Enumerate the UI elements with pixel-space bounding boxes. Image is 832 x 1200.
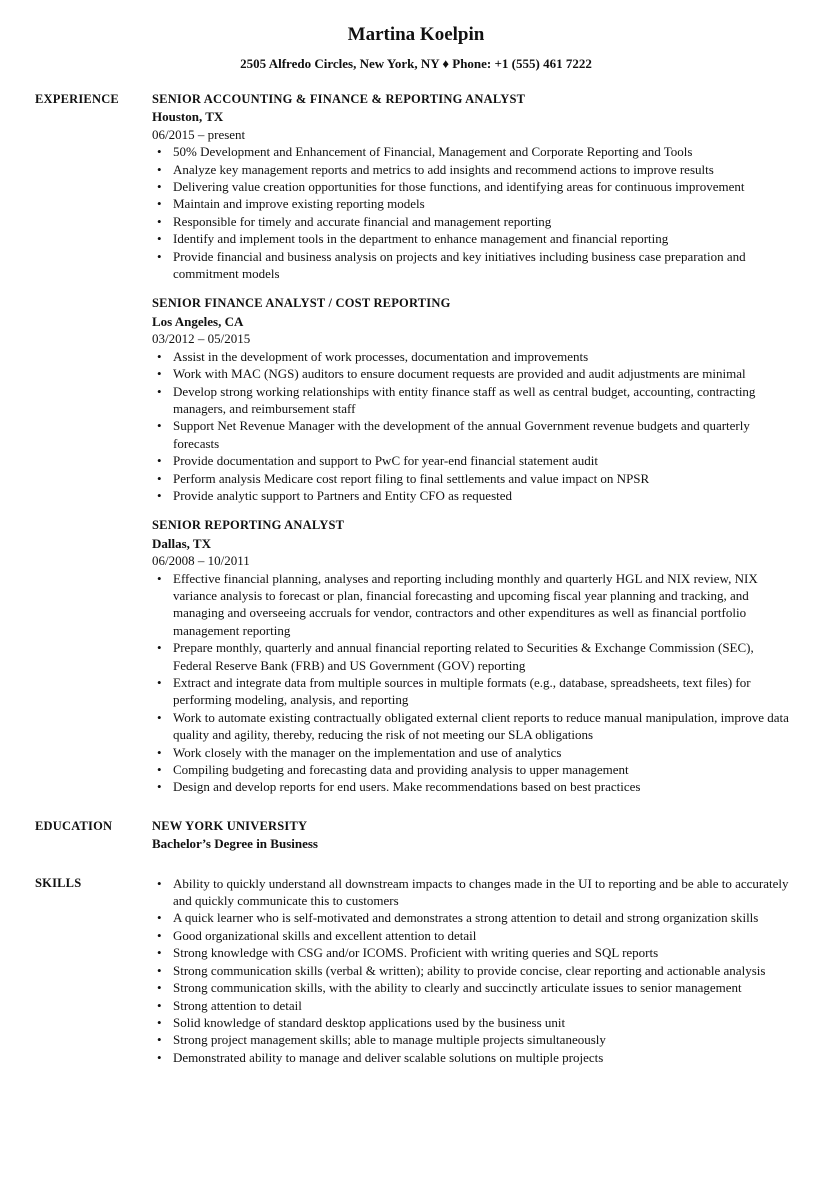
bullet-item: • Develop strong working relationships with entity finance staff as well as central budget, accounting, contracting managers, and reimbursement staff	[152, 383, 792, 418]
degree: Bachelor’s Degree in Business	[152, 836, 318, 852]
resume-header	[0, 0, 832, 72]
job-entry	[152, 517, 792, 796]
job-bullets	[152, 348, 792, 505]
education-label: EDUCATION	[35, 818, 113, 833]
bullet-item: • Identify and implement tools in the department to enhance management and financial reporting	[152, 230, 792, 247]
skill-item: • Strong attention to detail	[152, 997, 792, 1014]
candidate-name: Martina Koelpin	[347, 24, 485, 45]
skill-item: • Demonstrated ability to manage and deliver scalable solutions on multiple projects	[152, 1049, 792, 1066]
experience-section	[35, 91, 792, 796]
skills-bullets	[152, 875, 792, 1066]
skill-item: • Solid knowledge of standard desktop applications used by the business unit	[152, 1014, 792, 1031]
job-dates: 06/2008 – 10/2011	[152, 553, 250, 569]
job-bullets	[152, 143, 792, 282]
bullet-item: • Work with MAC (NGS) auditors to ensure document requests are provided and audit adjustments are minimal	[152, 365, 792, 382]
skill-item: • Strong knowledge with CSG and/or ICOMS. Proficient with writing queries and SQL reports	[152, 944, 792, 961]
bullet-item: • Analyze key management reports and metrics to add insights and recommend actions to improve results	[152, 161, 792, 178]
bullet-item: • Maintain and improve existing reporting models	[152, 195, 792, 212]
job-title: SENIOR REPORTING ANALYST	[152, 518, 345, 533]
skills-label: SKILLS	[35, 875, 82, 890]
job-title: SENIOR FINANCE ANALYST / COST REPORTING	[152, 296, 451, 311]
bullet-item: • Support Net Revenue Manager with the development of the annual Government revenue budgets and quarterly forecasts	[152, 417, 792, 452]
job-entry	[152, 91, 792, 282]
bullet-item: • Extract and integrate data from multiple sources in multiple formats (e.g., database, spreadsheets, text files) for performing modeling, analysis, and reporting	[152, 674, 792, 709]
job-location: Los Angeles, CA	[152, 313, 244, 329]
bullet-item: • Provide financial and business analysis on projects and key initiatives including business case preparation and commitment models	[152, 248, 792, 283]
bullet-item: • Perform analysis Medicare cost report filing to final settlements and value impact on NPSR	[152, 470, 792, 487]
skill-item: • A quick learner who is self-motivated and demonstrates a strong attention to detail and strong organization skills	[152, 909, 792, 926]
education-section	[35, 818, 792, 853]
skill-item: • Good organizational skills and excellent attention to detail	[152, 927, 792, 944]
job-location: Houston, TX	[152, 109, 224, 125]
bullet-item: • Effective financial planning, analyses and reporting including monthly and quarterly HGL and NIX review, NIX variance analysis to forecast or plan, financial forecasting and upcoming fiscal year planning and tracking, and managing and overseeing accruals for vendor, contractors and other expenditures as well as financial portfolio management reporting	[152, 570, 792, 640]
job-dates: 03/2012 – 05/2015	[152, 331, 251, 347]
bullet-item: • Delivering value creation opportunities for those functions, and identifying areas for continuous improvement	[152, 178, 792, 195]
job-title: SENIOR ACCOUNTING & FINANCE & REPORTING ANALYST	[152, 92, 526, 106]
job-entry	[152, 295, 792, 504]
skills-section	[35, 875, 792, 1066]
bullet-item: • 50% Development and Enhancement of Financial, Management and Corporate Reporting and Tools	[152, 143, 792, 160]
bullet-item: • Compiling budgeting and forecasting data and providing analysis to upper management	[152, 761, 792, 778]
bullet-item: • Design and develop reports for end users. Make recommendations based on best practices	[152, 778, 792, 795]
bullet-item: • Provide documentation and support to PwC for year-end financial statement audit	[152, 452, 792, 469]
bullet-item: • Assist in the development of work processes, documentation and improvements	[152, 348, 792, 365]
school-name: NEW YORK UNIVERSITY	[152, 818, 308, 833]
bullet-item: • Prepare monthly, quarterly and annual financial reporting related to Securities & Exchange Commission (SEC), Federal Reserve Bank (FRB) and US Government (GOV) reporting	[152, 639, 792, 674]
bullet-item: • Work to automate existing contractually obligated external client reports to reduce manual manipulation, improve data quality and agility, thereby, reducing the risk of not meeting our SLA obligations	[152, 709, 792, 744]
bullet-item: • Provide analytic support to Partners and Entity CFO as requested	[152, 487, 792, 504]
skill-item: • Strong project management skills; able to manage multiple projects simultaneously	[152, 1031, 792, 1048]
contact-line: 2505 Alfredo Circles, New York, NY ♦ Phone: +1 (555) 461 7222	[240, 56, 592, 71]
skill-item: • Strong communication skills (verbal & written); ability to provide concise, clear reporting and actionable analysis	[152, 962, 792, 979]
skill-item: • Ability to quickly understand all downstream impacts to changes made in the UI to reporting and be able to accurately and quickly communicate this to customers	[152, 875, 792, 910]
bullet-item: • Responsible for timely and accurate financial and management reporting	[152, 213, 792, 230]
skill-item: • Strong communication skills, with the ability to clearly and succinctly articulate issues to senior management	[152, 979, 792, 996]
job-dates: 06/2015 – present	[152, 126, 246, 142]
experience-label: EXPERIENCE	[35, 92, 119, 106]
bullet-item: • Work closely with the manager on the implementation and use of analytics	[152, 744, 792, 761]
job-location: Dallas, TX	[152, 535, 211, 551]
job-bullets	[152, 570, 792, 796]
